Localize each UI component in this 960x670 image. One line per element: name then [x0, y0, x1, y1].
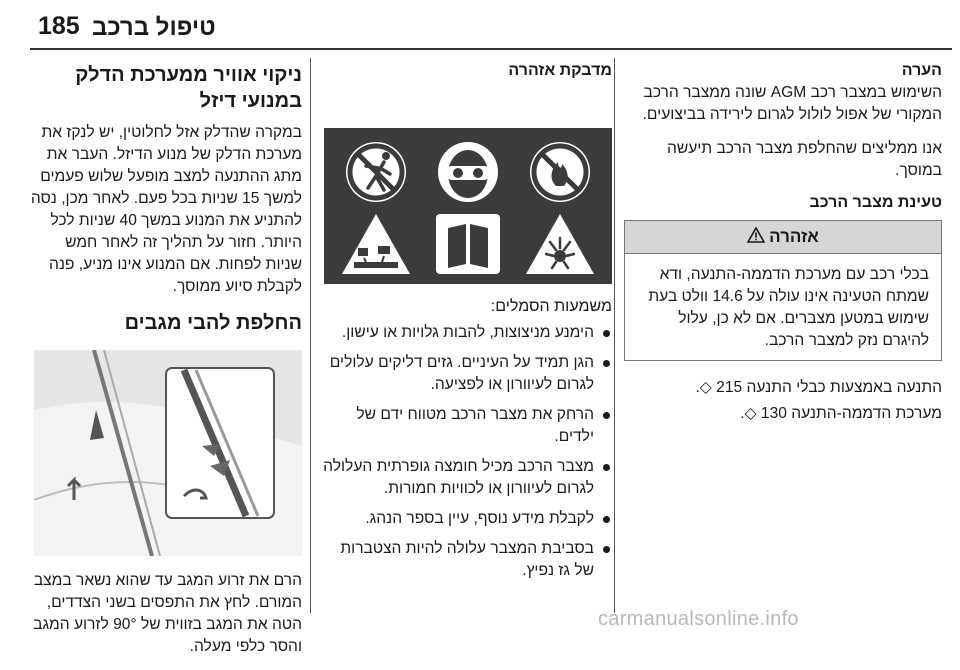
bullet-icon — [603, 412, 610, 419]
no-open-flame-icon — [522, 138, 598, 206]
list-item: הימנע מניצוצות, להבות גלויות או עישון. — [318, 322, 612, 344]
label-title: מדבקת אזהרה — [508, 62, 612, 79]
warning-box — [624, 220, 942, 361]
reference-jump-start: התנעה באמצעות כבלי התנעה 215 ◇. — [695, 379, 942, 396]
read-manual-icon — [430, 210, 506, 278]
wiper-text: הרם את זרוע המגב עד שהוא נשאר במצב המורם. לחץ את התפסים בשני הצדדים, הטה את המגב בזווית של 90° לזרוע המגב והסר כלפי מעלה. — [33, 572, 302, 655]
eye-protection-icon — [430, 138, 506, 206]
page-header — [0, 0, 960, 50]
wiper-title: החלפת להבי מגבים — [124, 312, 302, 334]
diesel-title: ניקוי אוויר ממערכת הדלק במנועי דיזל — [75, 64, 302, 112]
bullet-icon — [603, 360, 610, 367]
explosive-gas-icon — [522, 210, 598, 278]
list-item: הגן תמיד על העיניים. גזים דליקים עלולים לגרום לעיוורון או לפציעה. — [318, 352, 612, 396]
charging-title: טעינת מצבר הרכב — [809, 194, 942, 211]
middle-column — [318, 62, 612, 590]
column-divider-right — [614, 58, 615, 613]
list-item: הרחק את מצבר הרכב מטווח ידם של ילדים. — [318, 404, 612, 448]
bullet-icon — [603, 330, 610, 337]
page-number: 185 — [38, 12, 80, 40]
symbols-list — [318, 322, 612, 582]
header-rule — [30, 48, 952, 50]
list-item: לקבלת מידע נוסף, עיין בספר הנהג. — [318, 508, 612, 530]
note-text: השימוש במצבר רכב AGM שונה ממצבר הרכב המקורי של אפול לולול לגרום לירידה בביצועים. — [642, 84, 942, 123]
list-item: בסביבת המצבר עלולה להיות הצטברות של גז נפיץ. — [318, 538, 612, 582]
list-item: מצבר הרכב מכיל חומצה גופרתית העלולה לגרום לעיוורון או לכוויות חמורות. — [318, 456, 612, 500]
note-title: הערה — [901, 62, 942, 79]
right-column — [624, 62, 942, 437]
meaning-title: משמעות הסמלים: — [490, 298, 612, 315]
warning-text: בכלי רכב עם מערכת הדממה-התנעה, ודא שמתח הטעינה אינו עולה על 14.6 וולט בעת שימוש במטען מצברים. אם לא כן, עלול להיגרם נזק למצבר הרכב. — [648, 266, 929, 349]
keep-children-away-icon — [338, 138, 414, 206]
column-divider-left — [310, 58, 311, 613]
warning-title: אזהרה — [769, 227, 819, 246]
watermark: carmanualsonline.info — [598, 608, 799, 630]
diesel-text: במקרה שהדלק אזל לחלוטין, יש לנקז את מערכת הדלק של מנוע הדיזל. העבר את מתג ההתנעה למצב מופעל שלוש פעמים למשך 15 שניות בכל פעם. לאחר מכן, נסה להתניע את המנוע במשך 40 שניות לכל היותר. חזור על תהליך זה לאחר חמש שניות לפחות. אם המנוע אינו מניע, פנה לקבלת סיוע ממוסך. — [30, 124, 302, 295]
bullet-icon — [603, 516, 610, 523]
battery-warning-label — [324, 128, 612, 284]
warning-header — [625, 221, 941, 254]
wiper-illustration — [34, 350, 302, 556]
left-column — [30, 62, 302, 670]
warning-triangle-icon — [747, 227, 765, 248]
recommend-text: אנו ממליצים שהחלפת מצבר הרכב תיעשה במוסך. — [666, 140, 942, 179]
reference-stop-start: מערכת הדממה-התנעה 130 ◇. — [740, 405, 942, 422]
bullet-icon — [603, 546, 610, 553]
corrosive-acid-icon — [338, 210, 414, 278]
section-title: טיפול ברכב — [92, 14, 216, 41]
bullet-icon — [603, 464, 610, 471]
